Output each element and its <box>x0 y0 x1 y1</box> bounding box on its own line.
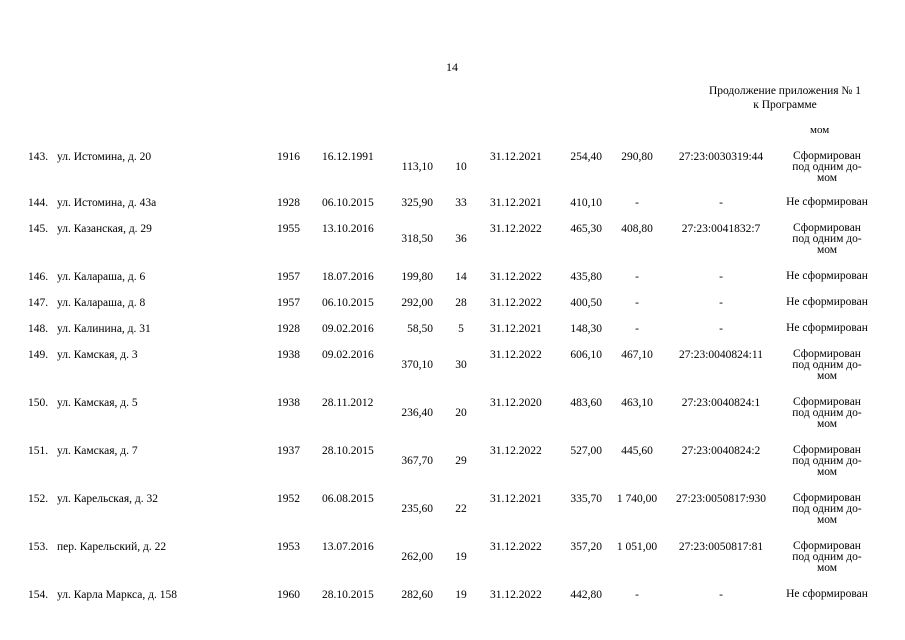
row-cadastral-number: 27:23:0030319:44 <box>678 151 764 163</box>
row-land-status-line: мом <box>816 513 838 526</box>
row-area: 325,90 <box>401 197 433 209</box>
row-land-status-line: мом <box>816 465 838 478</box>
row-cadastral-number: 27:23:0040824:2 <box>681 445 761 457</box>
appendix-header <box>690 85 880 113</box>
row-land-status <box>776 493 878 526</box>
row-number: 143. <box>28 151 49 163</box>
row-date: 28.11.2012 <box>322 397 374 409</box>
row-residents: 19 <box>455 589 467 601</box>
row-land-area: - <box>635 323 639 335</box>
row-deadline: 31.12.2022 <box>490 349 542 361</box>
row-land-status-line: под одним до- <box>792 454 862 467</box>
row-deadline: 31.12.2020 <box>490 397 542 409</box>
row-number: 153. <box>28 541 49 553</box>
row-date: 28.10.2015 <box>322 445 374 457</box>
row-date: 09.02.2016 <box>322 349 374 361</box>
row-area-total: 483,60 <box>570 397 602 409</box>
row-cadastral-number: - <box>719 297 723 309</box>
row-deadline: 31.12.2022 <box>490 271 542 283</box>
row-deadline: 31.12.2021 <box>490 493 542 505</box>
row-land-status-line: Сформирован <box>793 540 861 552</box>
row-date: 13.10.2016 <box>322 223 374 235</box>
row-area: 262,00 <box>401 551 433 563</box>
row-residents: 5 <box>458 323 464 335</box>
row-number: 145. <box>28 223 49 235</box>
row-land-area: 1 051,00 <box>616 541 658 553</box>
row-area-total: 400,50 <box>570 297 602 309</box>
row-land-status-line: Сформирован <box>793 396 861 408</box>
row-deadline: 31.12.2022 <box>490 589 542 601</box>
row-date: 06.08.2015 <box>322 493 374 505</box>
row-address: пер. Карельский, д. 22 <box>57 541 167 553</box>
row-area-total: 435,80 <box>570 271 602 283</box>
row-land-status-line: под одним до- <box>792 550 862 563</box>
row-area: 318,50 <box>401 233 433 245</box>
row-address: ул. Камская, д. 3 <box>57 349 138 361</box>
row-area: 58,50 <box>407 323 433 335</box>
row-land-status-line: под одним до- <box>792 358 862 371</box>
row-residents: 28 <box>455 297 467 309</box>
row-address: ул. Истомина, д. 43а <box>57 197 157 209</box>
row-land-status-line: Сформирован <box>793 348 861 360</box>
row-land-status <box>776 397 878 430</box>
row-cadastral-number: 27:23:0040824:11 <box>679 349 763 361</box>
row-land-status <box>776 223 878 256</box>
row-date: 09.02.2016 <box>322 323 374 335</box>
row-area-total: 442,80 <box>570 589 602 601</box>
row-date: 06.10.2015 <box>322 297 374 309</box>
row-land-status-line: Сформирован <box>793 222 861 234</box>
row-deadline: 31.12.2022 <box>490 445 542 457</box>
row-deadline: 31.12.2022 <box>490 541 542 553</box>
row-deadline: 31.12.2022 <box>490 297 542 309</box>
row-number: 151. <box>28 445 49 457</box>
row-land-status-line: под одним до- <box>792 232 862 245</box>
row-year: 1938 <box>277 397 300 409</box>
row-area: 199,80 <box>401 271 433 283</box>
row-number: 147. <box>28 297 49 309</box>
row-deadline: 31.12.2021 <box>490 323 542 335</box>
row-land-status <box>776 589 878 600</box>
row-year: 1916 <box>277 151 300 163</box>
row-address: ул. Камская, д. 7 <box>57 445 138 457</box>
row-number: 149. <box>28 349 49 361</box>
row-residents: 29 <box>455 455 467 467</box>
row-year: 1952 <box>277 493 300 505</box>
row-land-status-line: Сформирован <box>793 150 861 162</box>
row-cadastral-number: 27:23:0050817:81 <box>678 541 764 553</box>
row-land-status-line: мом <box>816 417 838 430</box>
row-land-area: 445,60 <box>621 445 653 457</box>
row-area: 235,60 <box>401 503 433 515</box>
carry-over-text: мом <box>810 124 830 136</box>
row-residents: 19 <box>455 551 467 563</box>
row-land-area: - <box>635 197 639 209</box>
row-cadastral-number: - <box>719 271 723 283</box>
row-land-status-line: Не сформирован <box>786 588 868 600</box>
row-cadastral-number: 27:23:0040824:1 <box>681 397 761 409</box>
row-year: 1928 <box>277 323 300 335</box>
row-number: 148. <box>28 323 49 335</box>
row-year: 1957 <box>277 297 300 309</box>
row-date: 06.10.2015 <box>322 197 374 209</box>
row-year: 1938 <box>277 349 300 361</box>
row-area-total: 606,10 <box>570 349 602 361</box>
row-area: 282,60 <box>401 589 433 601</box>
row-land-status <box>776 271 878 282</box>
row-residents: 20 <box>455 407 467 419</box>
row-land-area: - <box>635 271 639 283</box>
row-land-area: - <box>635 297 639 309</box>
row-year: 1928 <box>277 197 300 209</box>
row-land-area: 463,10 <box>621 397 653 409</box>
row-residents: 30 <box>455 359 467 371</box>
row-number: 154. <box>28 589 49 601</box>
row-area: 370,10 <box>401 359 433 371</box>
page-number: 14 <box>446 60 458 74</box>
row-address: ул. Казанская, д. 29 <box>57 223 152 235</box>
row-residents: 36 <box>455 233 467 245</box>
row-area-total: 410,10 <box>570 197 602 209</box>
row-number: 144. <box>28 197 49 209</box>
row-land-area: 290,80 <box>621 151 653 163</box>
row-land-status-line: мом <box>816 369 838 382</box>
row-land-status <box>776 445 878 478</box>
appendix-header-line1: Продолжение приложения № 1 <box>708 85 862 97</box>
row-address: ул. Калараша, д. 6 <box>57 271 146 283</box>
row-land-status-line: Не сформирован <box>786 196 868 208</box>
row-address: ул. Камская, д. 5 <box>57 397 138 409</box>
row-land-status-line: мом <box>816 561 838 574</box>
row-land-area: 1 740,00 <box>616 493 658 505</box>
row-land-status-line: под одним до- <box>792 160 862 173</box>
row-land-area: 408,80 <box>621 223 653 235</box>
row-year: 1955 <box>277 223 300 235</box>
row-land-status-line: мом <box>816 171 838 184</box>
row-land-status <box>776 349 878 382</box>
row-address: ул. Калараша, д. 8 <box>57 297 146 309</box>
row-deadline: 31.12.2022 <box>490 223 542 235</box>
row-deadline: 31.12.2021 <box>490 197 542 209</box>
row-residents: 22 <box>455 503 467 515</box>
row-residents: 10 <box>455 161 467 173</box>
row-land-status-line: Не сформирован <box>786 322 868 334</box>
row-date: 16.12.1991 <box>322 151 374 163</box>
row-cadastral-number: - <box>719 589 723 601</box>
row-area: 367,70 <box>401 455 433 467</box>
row-area-total: 335,70 <box>570 493 602 505</box>
row-area-total: 148,30 <box>570 323 602 335</box>
row-land-area: 467,10 <box>621 349 653 361</box>
row-land-status-line: мом <box>816 243 838 256</box>
row-area-total: 527,00 <box>570 445 602 457</box>
row-land-status <box>776 151 878 184</box>
row-year: 1960 <box>277 589 300 601</box>
row-number: 150. <box>28 397 49 409</box>
row-year: 1957 <box>277 271 300 283</box>
row-land-status-line: под одним до- <box>792 502 862 515</box>
row-area-total: 254,40 <box>570 151 602 163</box>
row-number: 146. <box>28 271 49 283</box>
row-land-status <box>776 323 878 334</box>
row-land-status-line: Сформирован <box>793 444 861 456</box>
row-land-status-line: Не сформирован <box>786 296 868 308</box>
row-cadastral-number: 27:23:0041832:7 <box>681 223 761 235</box>
row-area-total: 357,20 <box>570 541 602 553</box>
row-address: ул. Карла Маркса, д. 158 <box>57 589 178 601</box>
row-area: 292,00 <box>401 297 433 309</box>
row-residents: 33 <box>455 197 467 209</box>
row-address: ул. Карельская, д. 32 <box>57 493 158 505</box>
row-date: 18.07.2016 <box>322 271 374 283</box>
row-address: ул. Истомина, д. 20 <box>57 151 152 163</box>
row-deadline: 31.12.2021 <box>490 151 542 163</box>
row-land-area: - <box>635 589 639 601</box>
row-date: 13.07.2016 <box>322 541 374 553</box>
row-year: 1937 <box>277 445 300 457</box>
row-date: 28.10.2015 <box>322 589 374 601</box>
row-address: ул. Калинина, д. 31 <box>57 323 151 335</box>
row-land-status-line: Сформирован <box>793 492 861 504</box>
row-number: 152. <box>28 493 49 505</box>
row-land-status <box>776 297 878 308</box>
row-cadastral-number: - <box>719 323 723 335</box>
row-area: 236,40 <box>401 407 433 419</box>
row-area-total: 465,30 <box>570 223 602 235</box>
row-land-status-line: Не сформирован <box>786 270 868 282</box>
row-cadastral-number: - <box>719 197 723 209</box>
row-land-status <box>776 197 878 208</box>
row-land-status-line: под одним до- <box>792 406 862 419</box>
row-cadastral-number: 27:23:0050817:930 <box>675 493 767 505</box>
row-land-status <box>776 541 878 574</box>
appendix-header-line2: к Программе <box>753 98 817 111</box>
row-year: 1953 <box>277 541 300 553</box>
row-residents: 14 <box>455 271 467 283</box>
row-area: 113,10 <box>401 161 433 173</box>
